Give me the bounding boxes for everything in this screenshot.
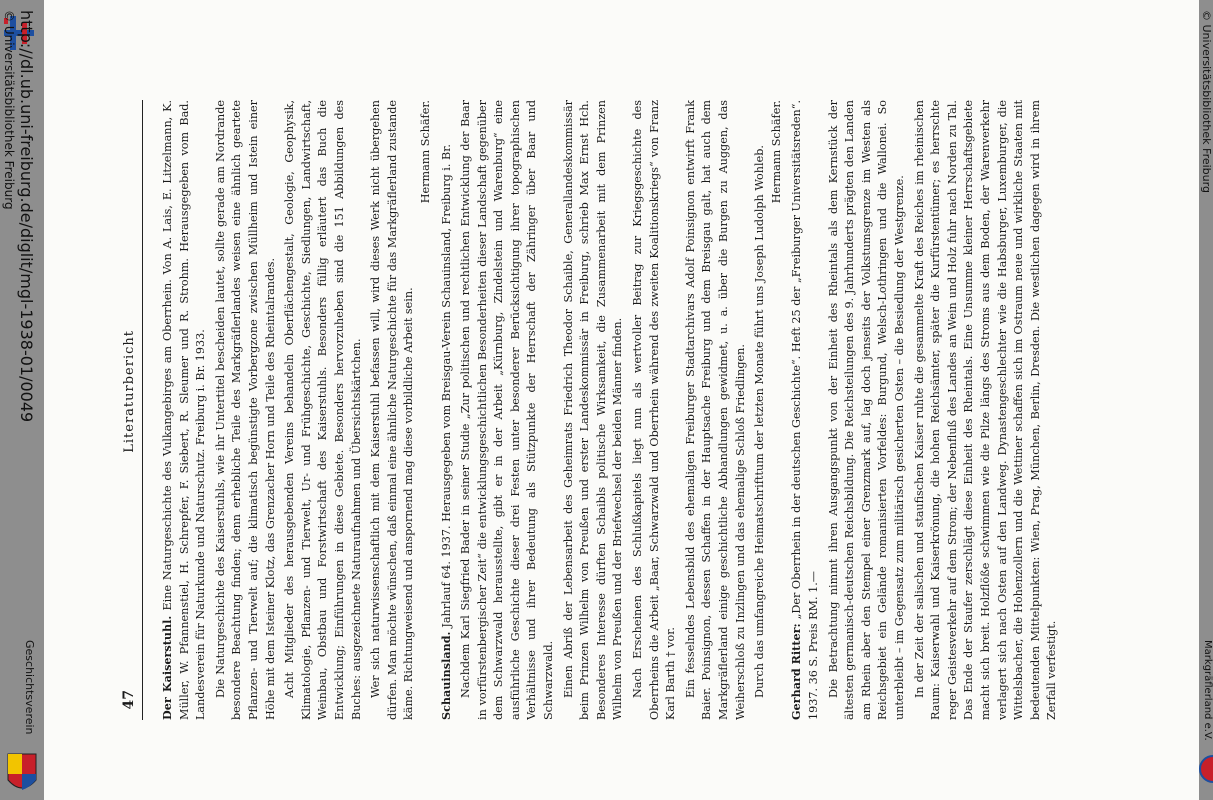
document-url[interactable]: http://dl.ub.uni-freiburg.de/diglit/mgl-1938-01/0049 xyxy=(17,10,36,423)
entry-paragraph xyxy=(438,100,456,720)
entry-text: Durch das umfangreiche Heimatschrifttum der letzten Monate führt uns Joseph Ludolph Wohleb. xyxy=(753,145,767,698)
entry-text: Wer sich naturwissenschaftlich mit dem Kaiserstuhl befassen will, wird dieses Werk nicht übergehen dürfen. Man möchte wünschen, daß einmal eine ähnliche Naturgeschichte für das Markgräflerland zustande käme. Richtungweisend und anspornend mag diese vorbildliche Arbeit sein. xyxy=(369,100,416,720)
entry-paragraph xyxy=(912,100,1061,720)
entry-label: Gerhard Ritter: xyxy=(789,619,804,720)
entry-paragraph xyxy=(368,100,434,720)
entry-text: Die Betrachtung nimmt ihren Ausgangspunkt von der Einheit des Rheintals als dem Kernstück der ältesten germanisch-deutschen Reichsbildung. Die Reichsteilungen des 9. Jahrhunderts prägten den Landen am Rhein aber den Stempel einer Grenzmark auf, lag doch jenseits der Volkstumsgrenze im Westen als Reichsgebiet ein Gelände romanisierten Vorfeldes: Burgund, Welsch-Lothringen und die Wallonei. So unterbleibt – im Gegensatz zum militärisch gesicherten Osten – die Besiedlung der Westgrenze. xyxy=(826,100,906,720)
entry-paragraph xyxy=(826,100,909,720)
entry-signature: Hermann Schäfer. xyxy=(418,100,432,204)
entry-text: Nachdem Karl Siegfried Bader in seiner Studie „Zur politischen und rechtlichen Entwicklung der Baar in vorfürstenbergischer Zeit“ die entwicklungsgeschichtlichen Besonderheiten dieser Landschaft gegenüber dem Schwarzwald herausstellte, gibt er in der Arbeit „Kürnburg, Zindelstein und Warenburg“ eine ausführliche Geschichte dieser drei Festen unter besonderer Berücksichtigung ihrer topographischen Verhältnisse und ihrer Bedeutung als Stützpunkte der Herrschaft der Zähringer über Baar und Schwarzwald. xyxy=(459,100,556,720)
entry-paragraph xyxy=(282,100,365,720)
entry-paragraph xyxy=(630,100,680,720)
header-rule xyxy=(142,100,143,720)
text-column xyxy=(149,100,1199,720)
entry-label: Der Kaiserstuhl. xyxy=(160,610,174,720)
entry-text: Jahrlauf 64. 1937. Herausgegeben vom Breisgau-Verein Schauinsland, Freiburg i. Br. xyxy=(439,144,453,628)
entry-text: Eine Naturgeschichte des Vulkangebirges am Oberrhein. Von A. Lais, E. Litzelmann, K. Müller, W. Pfannenstiel, H. Schrepfer, F. Siebert, R. Sleumer und R. Strohm. Herausgegeben vom Bad. Landesverein für Naturkunde und Naturschutz. Freiburg i. Br. 1933. xyxy=(161,100,208,720)
page-number: 47 xyxy=(121,690,137,710)
scanned-page xyxy=(44,0,1199,800)
entry-label: Schauinsland. xyxy=(438,627,453,720)
entry-text: In der Zeit der salischen und staufischen Kaiser ruhte die gesammelte Kraft des Reiches im rheinischen Raum: Kaiserwahl und Kaiserkrönung, die hohen Reichsämter, später die Kurfürstentümer; es herrschte reger Geistesverkehr auf dem Strom; der Nebenfluß des Landes an Wein und Holz fuhr nach Norden zu Tal. Das Ende der Staufer zerschlägt diese Einheit des Rheintals. Eine Unsumme kleiner Herrschaftsgebiete macht sich breit. Holzflöße schwimmen wie die Pilze längs des Stroms aus dem Boden, der Warenverkehr verlagert sich nach Osten auf den Landweg. Dynastengeschlechter wie die Habsburger, Luxemburger, die Wittelsbacher, die Hohenzollern und die Wettiner schaffen sich im Ostraum neue und wirkliche Staaten mit bedeutenden Mittelpunkten: Wien, Prag, München, Berlin, Dresden. Die westlichen dagegen wird in ihrem Zerfall verfestigt. xyxy=(912,100,1059,720)
text-flow xyxy=(159,100,1199,720)
entry-paragraph xyxy=(752,100,785,720)
entry-paragraph xyxy=(159,100,210,720)
entry-text: Einen Abriß der Lebensarbeit des Geheimrats Friedrich Theodor Schaible, Generallandeskommissär beim Prinzen Wilhelm von Preußen und erster Landeskommissär in Freiburg, schrieb Max Ernst Hch. Besonderes Interesse dürften Schaibls politische Wirksamkeit, die Zusammenarbeit mit dem Prinzen Wilhelm von Preußen und der Briefwechsel der beiden Männer finden. xyxy=(561,100,625,720)
entry-signature: Hermann Schäfer. xyxy=(769,100,783,204)
society-name: Geschichtsverein xyxy=(23,640,36,735)
entry-paragraph xyxy=(788,100,822,720)
entry-text: Acht Mitglieder des herausgebenden Vereins behandeln Oberflächengestalt, Geologie, Geophysik, Klimatologie, Pflanzen- und Tierwelt, Ur- und Frühgeschichte, Geschichte, Siedlungen, Landwirtschaft, Weinbau, Obstbau und Forstwirtschaft des Kaiserstuhls. Besonders füllig erläutert das Buch die Entwicklung; Einführungen in diese Gebiete. Besonders hervorzuheben sind die 151 Abbildungen des Buches: ausgezeichnete Naturaufnahmen und Übersichtskärtchen. xyxy=(283,100,363,720)
running-head: Literaturbericht xyxy=(122,330,137,453)
right-copyright: © Universitätsbibliothek Freiburg xyxy=(1200,10,1213,193)
left-sidebar xyxy=(0,0,44,800)
entry-text: Die Naturgeschichte des Kaiserstuhls, wie ihr Untertitel bescheiden lautet, sollte gerade am Nordrande besondere Beachtung finden; denn erhebliche Teile des Markgräflerlandes weisen eine ähnlich geartete Pflanzen- und Tierwelt auf; die klimatisch begünstigte Vorbergzone zwischen Müllheim und Istein einer Höhe mit dem Isteiner Klotz, das Grenzacher Horn und Teile des Rheintalrandes. xyxy=(213,100,277,720)
entry-text: Nach Erscheinen des Schlußkapitels liegt nun als wertvoller Beitrag zur Kriegsgeschichte des Oberrheins die Arbeit „Baar, Schwarzwald und Oberrhein während des zweiten Koalitionskriegs“ von Franz Karl Barth † vor. xyxy=(631,100,678,720)
entry-paragraph xyxy=(213,100,279,720)
page-content xyxy=(44,0,1199,800)
entry-text: „Der Oberrhein in der deutschen Geschichte“. Heft 25 der „Freiburger Universitätsreden“. 1937. 36 S. Preis RM. 1.— xyxy=(790,100,820,720)
entry-text: Ein fesselndes Lebensbild des ehemaligen Freiburger Stadtarchivars Adolf Poinsignon entwirft Frank Baier. Poinsignon, dessen Schaffen in der Hauptsache Freiburg und dem Breisgau galt, hat auch dem Markgräflerland einige geschichtliche Abhandlungen gewidmet, u. a. über die Burgen zu Auggen, das Weiherschloß zu Inzlingen und das ehemalige Schloß Friedlingen. xyxy=(683,100,747,720)
right-society: Markgräflerland e.V. xyxy=(1202,640,1213,741)
copyright-note: © Universitätsbibliothek Freiburg xyxy=(2,10,16,210)
entry-paragraph xyxy=(458,100,558,720)
entry-paragraph xyxy=(561,100,627,720)
right-sidebar xyxy=(1199,0,1213,800)
entry-paragraph xyxy=(683,100,749,720)
